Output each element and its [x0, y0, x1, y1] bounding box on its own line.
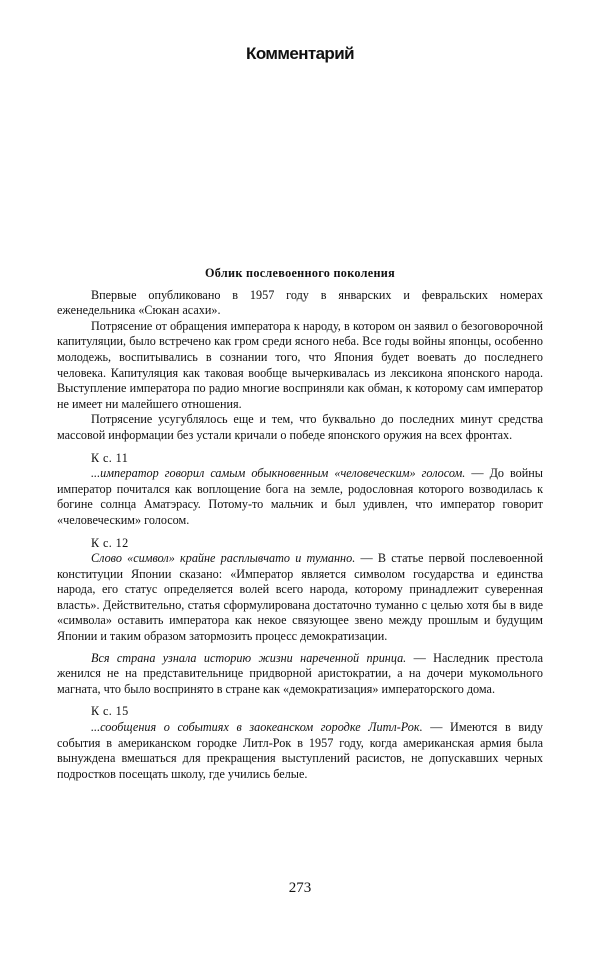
note-quote: Слово «символ» крайне расплывчато и туманно.	[91, 551, 356, 566]
intro-paragraph: Потрясение от обращения императора к народу, в котором он заявил о безоговорочной капитуляции, было встречено как гром среди ясного неба. Все годы войны японцы, особенно молодежь, воспитывались в сознании того, что Япония будет воевать до последнего человека. Капитуляция как таковая вообще вычеркивалась из лексикона японского народа. Выступление императора по радио многие восприняли как обман, к которому сам император не имеет ни малейшего отношения.	[57, 318, 543, 411]
page-reference: К с. 11	[91, 450, 129, 465]
running-header: Комментарий	[246, 44, 354, 63]
note-paragraph	[57, 651, 543, 698]
note-paragraph	[57, 720, 543, 782]
note-paragraph	[57, 551, 543, 645]
intro-paragraph: Впервые опубликовано в 1957 году в январских и февральских номерах еженедельника «Сюкан асахи».	[57, 287, 543, 318]
note-text: — В статье первой послевоенной конституции Японии сказано: «Император является символом государства и единства народа, его статус определяется волей всего народа, которому принадлежит суверенная власть». Действительно, статья сформулирована достаточно туманно с целью хотя бы в виде «символа» оставить императора как некое связующее звено между прошлым и будущим Японии и таким образом затормозить процесс демократизации.	[57, 551, 543, 644]
note-quote: ...император говорил самым обыкновенным «человеческим» голосом.	[91, 466, 466, 481]
note-quote: ...сообщения о событиях в заокеанском городке Литл-Рок.	[91, 720, 423, 735]
page-number: 273	[288, 880, 312, 896]
page-reference: К с. 15	[91, 704, 129, 719]
page-reference: К с. 12	[91, 535, 129, 550]
intro-paragraph: Потрясение усугублялось еще и тем, что буквально до последних минут средства массовой информации без устали кричали о победе японского оружия на всех фронтах.	[57, 412, 543, 442]
note-paragraph	[57, 466, 543, 528]
note-text: — Имеются в виду события в американском городке Литл-Рок в 1957 году, когда американская армия была вынуждена вмешаться для прекращения выступлений расистов, не допускавших черных подростков посещать школу, где учились белые.	[57, 720, 543, 781]
note-text: — До войны император почитался как воплощение бога на земле, родословная которого возводилась к богине солнца Аматэрасу. Потому-то мальчик и был удивлен, что император говорит «человеческим» голосом.	[57, 466, 543, 527]
note-quote: Вся страна узнала историю жизни нареченной принца.	[91, 650, 407, 665]
note-text: — Наследник престола женился не на представительнице придворной аристократии, а на дочери мукомольного магната, что было воспринято в стране как «демократизация» императорского дома.	[57, 650, 543, 696]
commentary-body	[57, 266, 543, 782]
section-title: Облик послевоенного поколения	[205, 266, 395, 280]
